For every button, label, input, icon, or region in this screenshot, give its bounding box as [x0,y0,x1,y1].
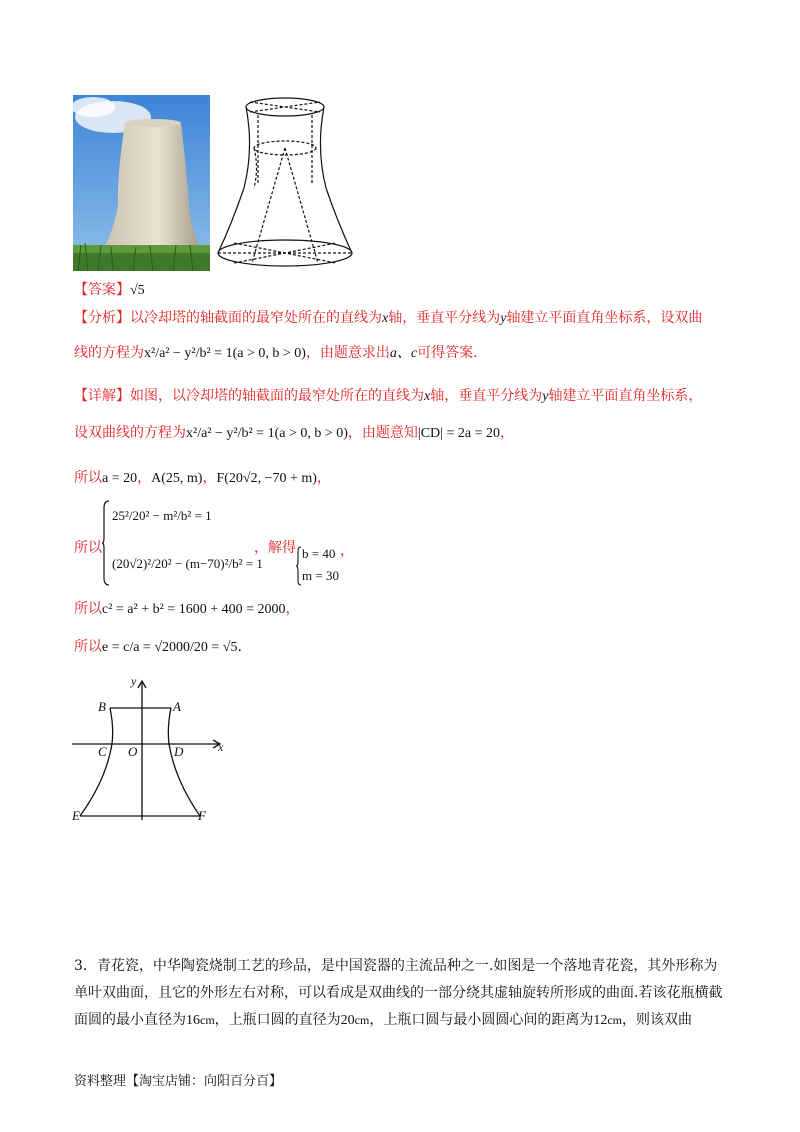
analysis-line-1: 【分析】以冷却塔的轴截面的最窄处所在的直线为x轴，垂直平分线为y轴建立平面直角坐标系，设双曲 [74,310,703,326]
graph-label-E: E [72,808,80,823]
analysis-line-2: 线的方程为x²/a² − y²/b² = 1(a > 0, b > 0)，由题意求出a、c可得答案. [74,345,478,361]
detail-line-2: 设双曲线的方程为x²/a² − y²/b² = 1(a > 0, b > 0)，由题意知|CD| = 2a = 20， [74,425,514,441]
system-equation-1: 25²/20² − m²/b² = 1 [112,508,212,523]
graph-label-O: O [128,744,138,759]
hyperbola-graph [70,675,230,825]
cooling-tower-photo [73,95,210,271]
graph-label-x: x [218,740,224,754]
jiede-label: ，解得 [254,540,296,556]
hyperboloid-wireframe [214,93,356,271]
solution-b: b = 40 [302,546,336,561]
detail-line-e: 所以e = c/a = √2000/20 = √5. [74,639,242,655]
graph-label-B: B [98,699,106,714]
detail-equation: x²/a² − y²/b² = 1(a > 0, b > 0) [186,426,348,441]
graph-label-A: A [173,699,181,714]
system-equation-2: (20√2)²/20² − (m−70)²/b² = 1 [112,556,263,571]
analysis-label: 【分析】 [74,310,130,326]
problem3-line-1: 3．青花瓷，中华陶瓷烧制工艺的珍品，是中国瓷器的主流品种之一.如图是一个落地青花瓷，其外形称为 [74,958,718,974]
graph-label-C: C [98,744,107,759]
system-brace [102,500,110,586]
graph-label-F: F [198,808,206,823]
answer-line [74,280,145,301]
problem3-line-3: 面圆的最小直径为16cm，上瓶口圆的直径为20cm，上瓶口圆与最小圆圆心间的距离为12cm，则该双曲 [74,1012,693,1028]
graph-label-D: D [174,744,184,759]
analysis-equation: x²/a² − y²/b² = 1(a > 0, b > 0) [144,346,306,361]
detail-label: 【详解】 [74,388,130,404]
solution-m: m = 30 [302,568,339,583]
cd-equation: |CD| = 2a = 20 [417,426,500,441]
footer-source: 资料整理【淘宝店铺：向阳百分百】 [74,1074,283,1089]
problem3-line-2: 单叶双曲面，且它的外形左右对称，可以看成是双曲线的一部分绕其虚轴旋转所形成的曲面.若该花瓶横截 [74,985,723,1001]
answer-value: √5 [130,283,145,298]
graph-label-y: y [131,674,137,688]
detail-system-prefix: 所以 [74,540,102,556]
detail-line-1: 【详解】如图，以冷却塔的轴截面的最窄处所在的直线为x轴，垂直平分线为y轴建立平面直角坐标系， [74,388,703,404]
detail-line-c: 所以c² = a² + b² = 1600 + 400 = 2000， [74,601,300,617]
detail-line-3: 所以a = 20，A(25, m)，F(20√2, −70 + m)， [74,470,331,486]
answer-label: 【答案】 [74,282,130,298]
system-comma: ， [340,543,354,559]
